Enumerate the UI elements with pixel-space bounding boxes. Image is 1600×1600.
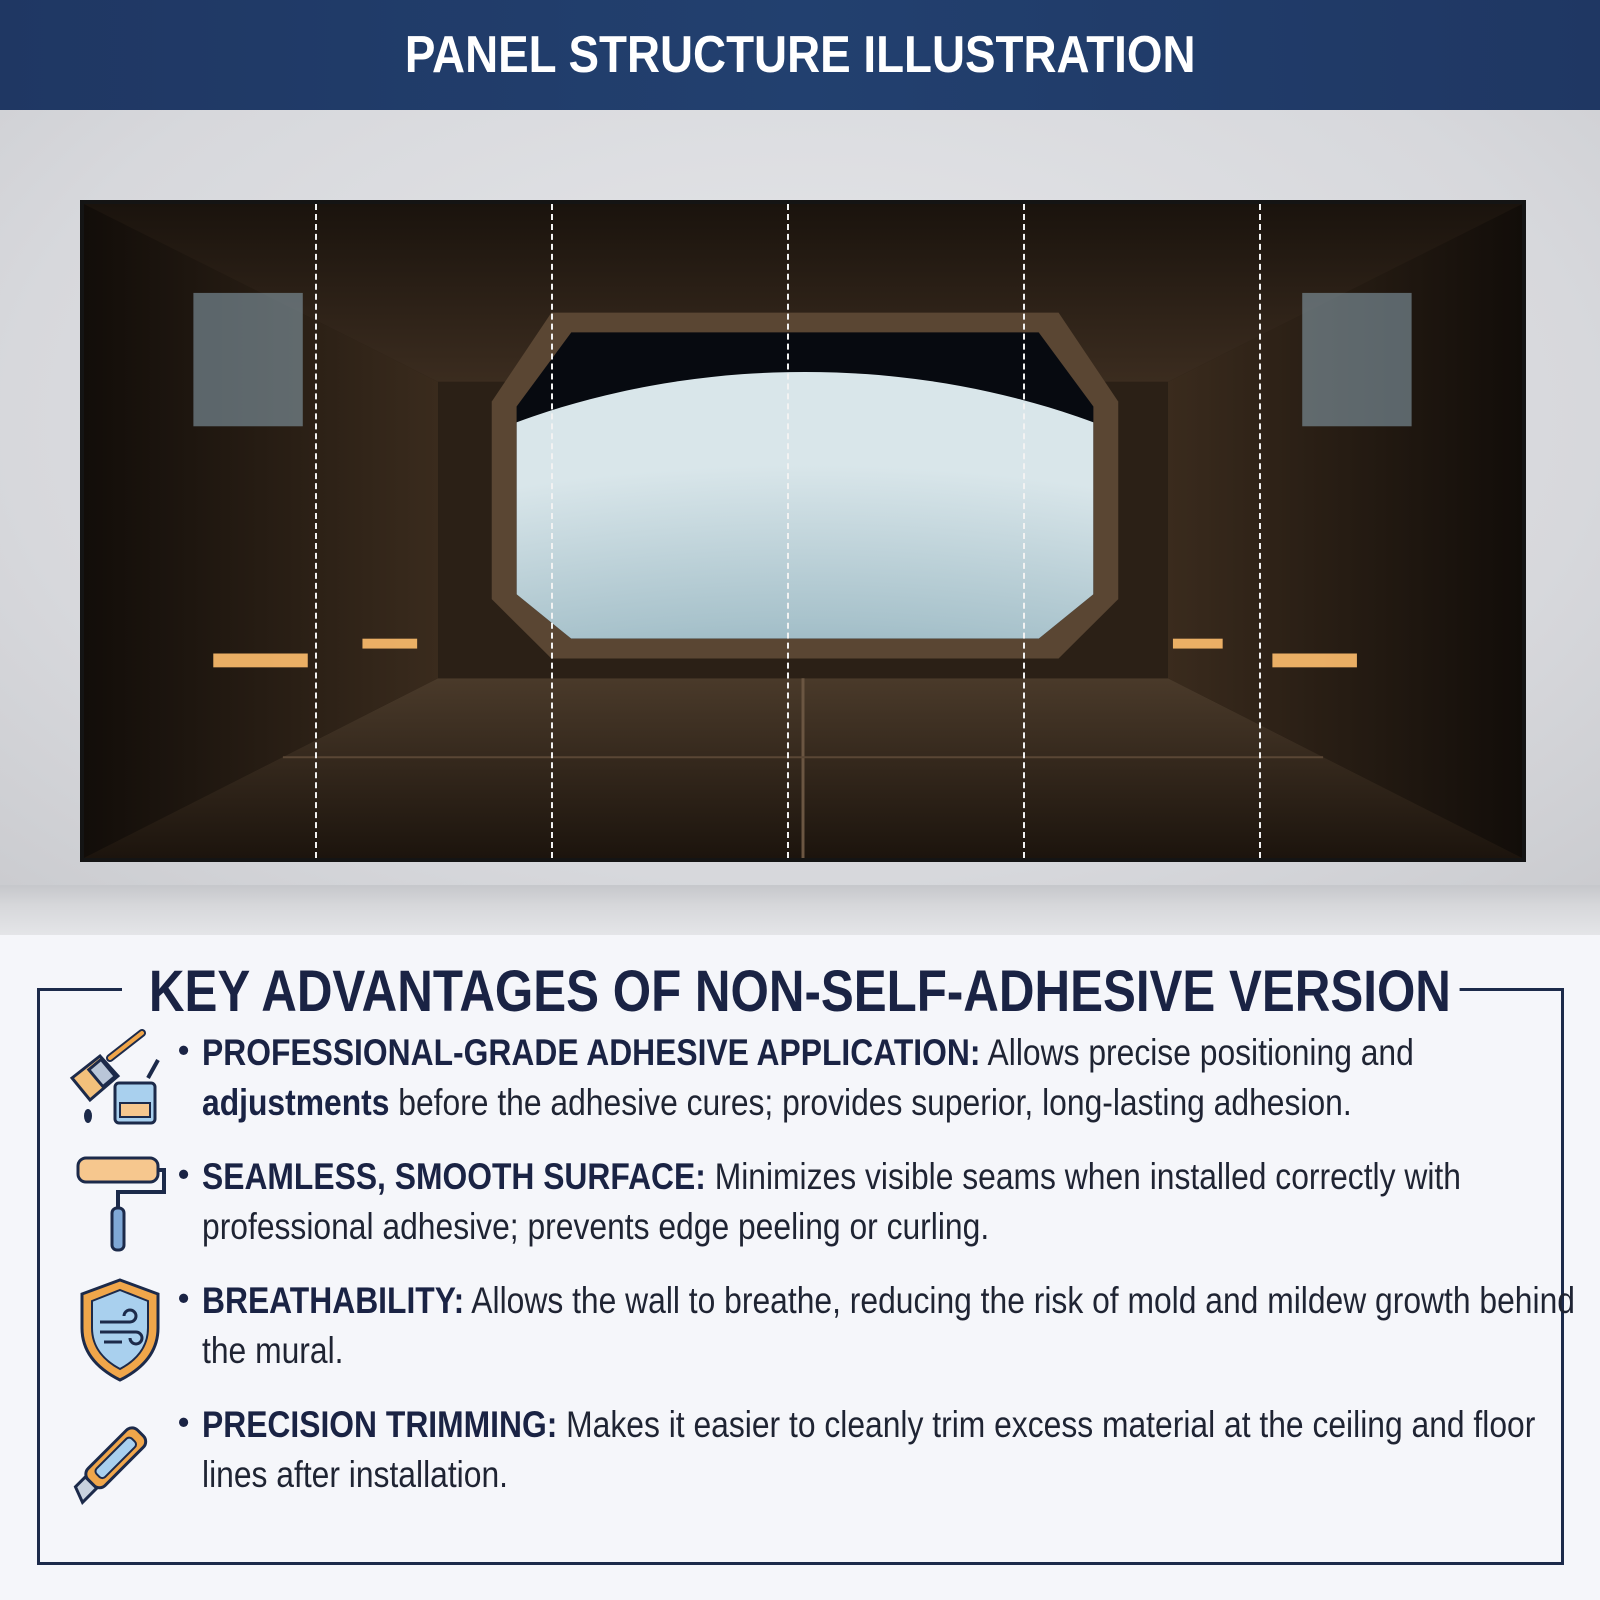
advantage-body: Allows precise positioning and bbox=[980, 1032, 1414, 1073]
panel-seam-line bbox=[315, 204, 317, 858]
advantage-text bbox=[202, 1152, 1592, 1252]
advantage-heading: PROFESSIONAL-GRADE ADHESIVE APPLICATION: bbox=[202, 1032, 981, 1073]
advantage-item bbox=[60, 1400, 1560, 1510]
shield-air-icon bbox=[60, 1276, 170, 1386]
bullet: • bbox=[178, 1032, 190, 1068]
panel-seam-line bbox=[787, 204, 789, 858]
bullet: • bbox=[178, 1280, 190, 1316]
advantage-body: Minimizes visible seams when installed correctly with professional adhesive; prevents edge peeling or curling. bbox=[202, 1156, 1461, 1247]
advantage-item bbox=[60, 1276, 1575, 1386]
bullet: • bbox=[178, 1404, 190, 1440]
panel-seam-line bbox=[551, 204, 553, 858]
advantage-heading: PRECISION TRIMMING: bbox=[202, 1404, 558, 1445]
advantage-item bbox=[60, 1028, 1560, 1138]
advantage-text bbox=[202, 1028, 1592, 1128]
paint-roller-icon bbox=[60, 1152, 170, 1262]
advantage-bold-word: adjustments bbox=[202, 1082, 390, 1123]
panel-seam-line bbox=[1023, 204, 1025, 858]
advantage-heading: SEAMLESS, SMOOTH SURFACE: bbox=[202, 1156, 706, 1197]
advantages-title: KEY ADVANTAGES OF NON-SELF-ADHESIVE VERSION bbox=[140, 958, 1459, 1025]
advantage-body: before the adhesive cures; provides superior, long-lasting adhesion. bbox=[389, 1082, 1352, 1123]
floor-background bbox=[0, 885, 1600, 935]
advantage-text bbox=[202, 1400, 1592, 1500]
mural-image bbox=[80, 200, 1526, 862]
bullet: • bbox=[178, 1156, 190, 1192]
spaceship-window-illustration bbox=[84, 204, 1522, 858]
advantage-body: Allows the wall to breathe, reducing the risk of mold and mildew growth behind the mural. bbox=[202, 1280, 1575, 1371]
advantage-body: Makes it easier to cleanly trim excess material at the ceiling and floor lines after installation. bbox=[202, 1404, 1536, 1495]
advantage-heading: BREATHABILITY: bbox=[202, 1280, 465, 1321]
utility-knife-icon bbox=[60, 1400, 170, 1510]
advantages-title-wrap bbox=[0, 958, 1600, 1025]
advantage-text bbox=[202, 1276, 1592, 1376]
page-title: PANEL STRUCTURE ILLUSTRATION bbox=[404, 26, 1196, 84]
header-banner bbox=[0, 0, 1600, 110]
paintbrush-glue-icon bbox=[60, 1028, 170, 1138]
advantage-item bbox=[60, 1152, 1560, 1262]
panel-seam-line bbox=[1259, 204, 1261, 858]
